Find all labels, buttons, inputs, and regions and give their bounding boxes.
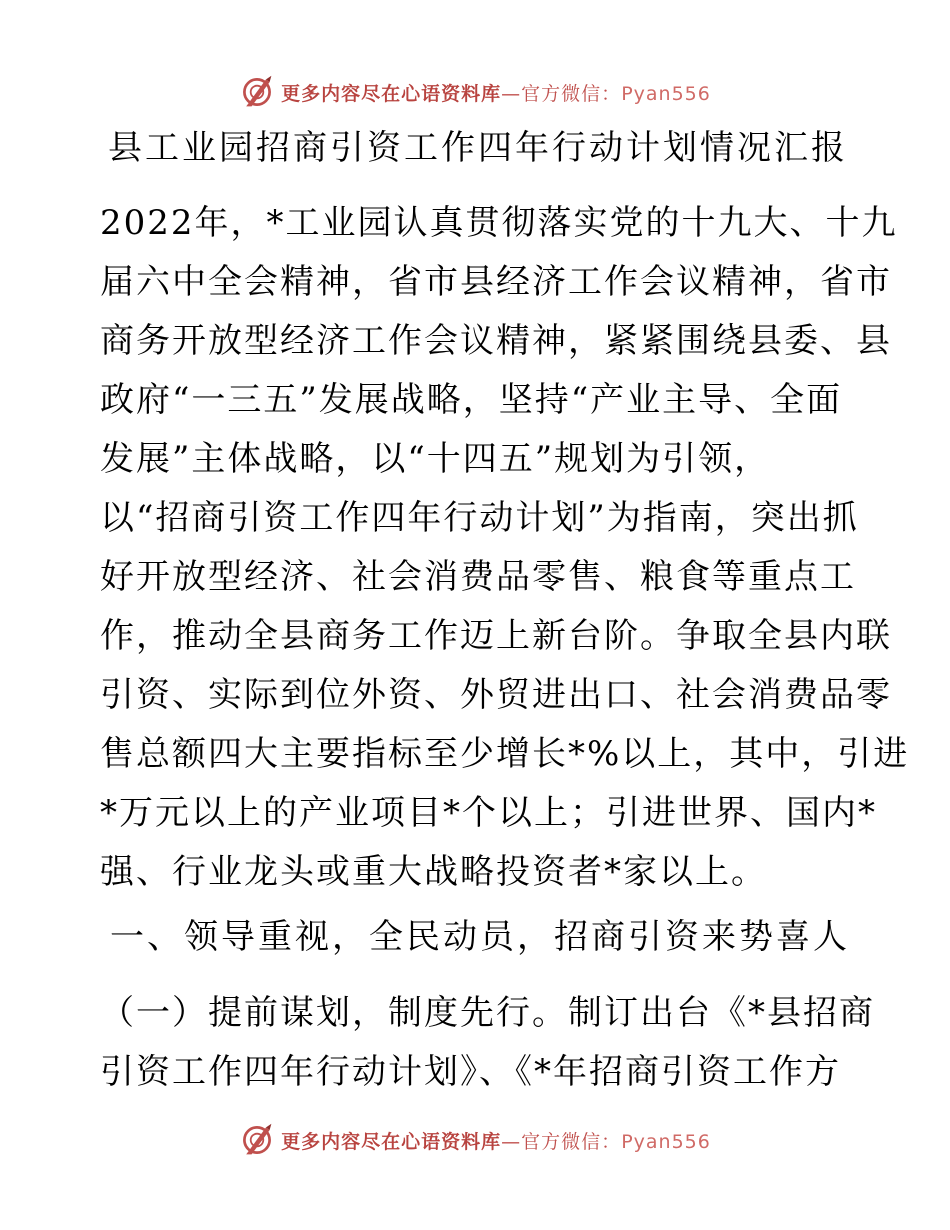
watermark-wechat-label: 官方微信：: [521, 1130, 622, 1153]
watermark-dash: —: [501, 82, 522, 105]
subsection-paragraph: [100, 984, 875, 1102]
document-title: 县工业园招商引资工作四年行动计划情况汇报: [108, 128, 848, 168]
paragraph-line: 政府“一三五”发展战略，坚持“产业主导、全面: [100, 380, 843, 420]
paragraph-line: 发展”主体战略，以“十四五”规划为引领，: [100, 439, 771, 479]
watermark-wechat-id: Pyan556: [621, 1130, 711, 1153]
paragraph-line: 强、行业龙头或重大战略投资者*家以上。: [100, 852, 767, 892]
paragraph-line: 售总额四大主要指标至少增长*%以上，其中，引进: [100, 734, 910, 774]
quill-logo-icon: [239, 74, 275, 110]
paragraph-line: 商务开放型经济工作会议精神，紧紧围绕县委、县: [100, 321, 892, 361]
paragraph-line: 以“招商引资工作四年行动计划”为指南，突出抓: [100, 498, 859, 538]
watermark-site: 更多内容尽在心语资料库: [281, 82, 502, 105]
paragraph-line: 作，推动全县商务工作迈上新台阶。争取全县内联: [100, 616, 892, 656]
paragraph-line: 2022年，*工业园认真贯彻落实党的十九大、十九: [100, 203, 898, 243]
watermark-text: [281, 79, 711, 106]
paragraph-line: 引资、实际到位外资、外贸进出口、社会消费品零: [100, 675, 892, 715]
paragraph-line: *万元以上的产业项目*个以上；引进世界、国内*: [100, 793, 877, 833]
watermark-text: [281, 1127, 711, 1154]
paragraph-line: （一）提前谋划，制度先行。制订出台《*县招商: [100, 993, 875, 1033]
watermark-site: 更多内容尽在心语资料库: [281, 1130, 502, 1153]
watermark-wechat-id: Pyan556: [621, 82, 711, 105]
paragraph-line: 届六中全会精神，省市县经济工作会议精神，省市: [100, 262, 892, 302]
section-heading: 一、领导重视，全民动员，招商引资来势喜人: [110, 917, 850, 957]
paragraph-line: 好开放型经济、社会消费品零售、粮食等重点工: [100, 557, 856, 597]
intro-paragraph: [100, 194, 910, 902]
paragraph-line: 引资工作四年行动计划》、《*年招商引资工作方: [100, 1052, 841, 1092]
header-watermark: [0, 72, 950, 112]
watermark-wechat-label: 官方微信：: [521, 82, 622, 105]
footer-watermark: [0, 1120, 950, 1160]
watermark-dash: —: [501, 1130, 522, 1153]
quill-logo-icon: [239, 1122, 275, 1158]
